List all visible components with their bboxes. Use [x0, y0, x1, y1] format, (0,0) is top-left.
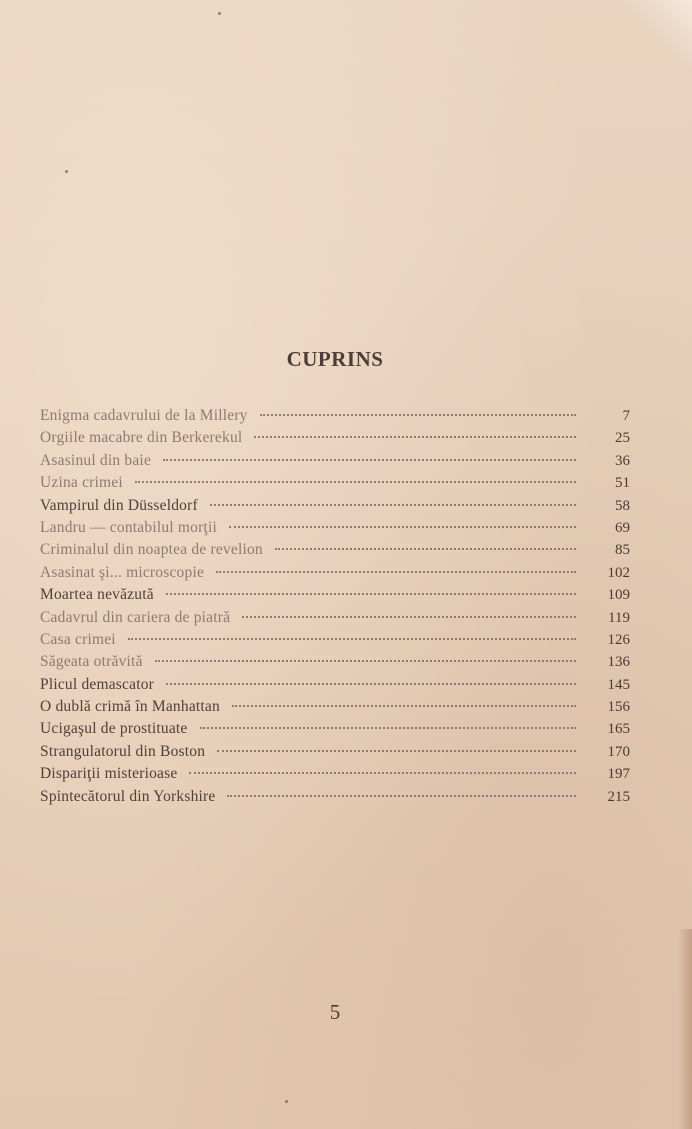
dot-leader: [232, 705, 576, 707]
dot-leader: [216, 571, 576, 573]
dot-leader: [210, 504, 576, 506]
toc-entry-page: 170: [607, 743, 630, 760]
toc-entry[interactable]: [40, 674, 630, 696]
dot-leader: [260, 414, 576, 416]
toc-entry[interactable]: [40, 405, 630, 427]
toc-entry-title: O dublă crimă în Manhattan: [40, 698, 220, 716]
table-of-contents: [40, 405, 630, 808]
page-corner-fold: [614, 0, 692, 72]
paper-speck: [285, 1100, 288, 1103]
toc-entry-title: Spintecătorul din Yorkshire: [40, 787, 216, 805]
toc-entry-title: Enigma cadavrului de la Millery: [40, 407, 248, 424]
toc-entry[interactable]: [40, 472, 630, 494]
toc-entry-title: Strangulatorul din Boston: [40, 742, 206, 760]
toc-entry[interactable]: [40, 763, 630, 785]
toc-entry-page: 156: [607, 699, 630, 716]
dot-leader: [166, 683, 576, 685]
toc-entry[interactable]: [40, 562, 630, 584]
toc-entry-page: 165: [607, 721, 630, 738]
dot-leader: [242, 616, 576, 618]
dot-leader: [163, 459, 576, 461]
toc-entry-page: 36: [615, 452, 630, 469]
toc-entry-title: Criminalul din noaptea de revelion: [40, 541, 263, 559]
toc-entry[interactable]: [40, 696, 630, 718]
dot-leader: [189, 772, 576, 774]
toc-entry-page: 109: [607, 587, 630, 604]
toc-entry-page: 58: [615, 497, 630, 514]
dot-leader: [200, 727, 576, 729]
dot-leader: [217, 750, 576, 752]
paper-speck: [65, 170, 68, 173]
toc-entry[interactable]: [40, 607, 630, 629]
toc-entry-page: 51: [615, 475, 630, 492]
toc-entry[interactable]: [40, 450, 630, 472]
toc-entry-title: Uzina crimei: [40, 474, 123, 492]
toc-entry[interactable]: [40, 517, 630, 539]
toc-entry[interactable]: [40, 495, 630, 517]
toc-entry-title: Landru — contabilul morţii: [40, 518, 217, 536]
dot-leader: [135, 481, 576, 483]
dot-leader: [166, 593, 576, 595]
toc-entry-page: 145: [607, 676, 630, 693]
toc-entry-page: 69: [615, 519, 630, 536]
toc-entry[interactable]: [40, 651, 630, 673]
toc-entry-page: 126: [607, 631, 630, 648]
toc-entry-page: 102: [607, 564, 630, 581]
page-edge-shadow: [678, 929, 692, 1129]
toc-entry-title: Săgeata otrăvită: [40, 653, 143, 671]
toc-entry[interactable]: [40, 539, 630, 561]
toc-entry[interactable]: [40, 629, 630, 651]
toc-entry-title: Cadavrul din cariera de piatră: [40, 608, 231, 626]
dot-leader: [275, 548, 576, 550]
toc-entry-title: Casa crimei: [40, 630, 116, 648]
toc-entry-title: Dispariţii misterioase: [40, 765, 178, 783]
page-title: CUPRINS: [286, 347, 384, 372]
dot-leader: [227, 795, 576, 797]
toc-entry[interactable]: [40, 427, 630, 449]
dot-leader: [155, 660, 576, 662]
toc-entry-page: 136: [607, 654, 630, 671]
toc-entry[interactable]: [40, 584, 630, 606]
toc-entry-title: Orgiile macabre din Berkerekul: [40, 429, 243, 447]
toc-entry-page: 215: [607, 788, 630, 805]
toc-entry-page: 25: [615, 430, 630, 447]
toc-entry-title: Asasinul din baie: [40, 451, 152, 469]
toc-entry-page: 119: [608, 609, 630, 626]
toc-entry-title: Asasinat şi... microscopie: [40, 563, 205, 581]
toc-entry[interactable]: [40, 786, 630, 808]
toc-entry-title: Ucigaşul de prostituate: [40, 720, 188, 738]
page-number: 5: [329, 1000, 341, 1024]
paper-speck: [218, 12, 221, 15]
toc-entry-title: Plicul demascator: [40, 675, 155, 693]
toc-entry-title: Vampirul din Düsseldorf: [40, 496, 198, 514]
dot-leader: [254, 436, 576, 438]
dot-leader: [229, 526, 576, 528]
toc-entry-page: 7: [622, 408, 630, 424]
toc-entry[interactable]: [40, 741, 630, 763]
dot-leader: [128, 638, 576, 640]
toc-entry-title: Moartea nevăzută: [40, 586, 154, 604]
toc-entry[interactable]: [40, 718, 630, 740]
toc-entry-page: 197: [607, 766, 630, 783]
toc-entry-page: 85: [615, 542, 630, 559]
